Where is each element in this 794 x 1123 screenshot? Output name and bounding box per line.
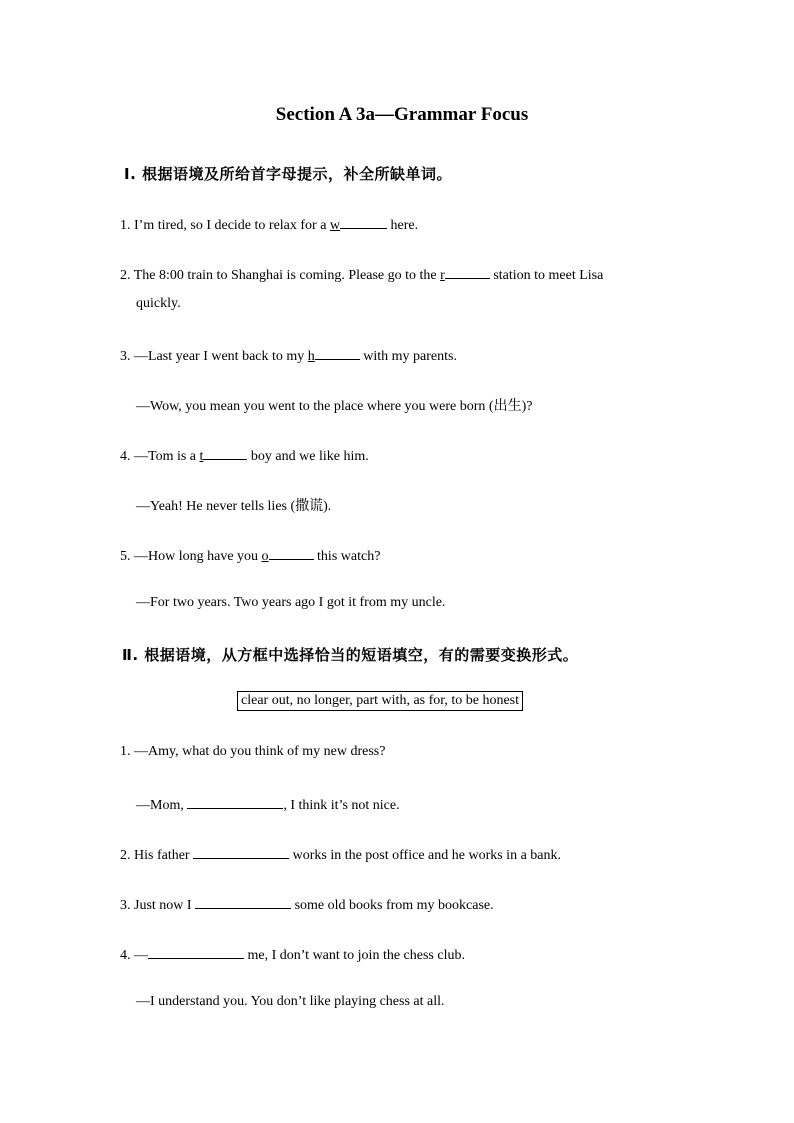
question-1-2 bbox=[120, 264, 603, 284]
question-2-2 bbox=[120, 844, 561, 864]
answer-blank[interactable] bbox=[269, 545, 314, 560]
question-1-5-reply: —For two years. Two years ago I got it from my uncle. bbox=[136, 595, 446, 610]
hint-letter: r bbox=[440, 268, 445, 283]
question-2-1-reply bbox=[136, 794, 400, 814]
question-text: 5. —How long have you bbox=[120, 549, 262, 564]
question-text: works in the post office and he works in a bank. bbox=[289, 848, 561, 863]
answer-blank[interactable] bbox=[187, 794, 283, 809]
answer-blank[interactable] bbox=[148, 944, 244, 959]
question-text: 4. — bbox=[120, 948, 148, 963]
answer-blank[interactable] bbox=[203, 445, 247, 460]
question-text: 1. I’m tired, so I decide to relax for a bbox=[120, 218, 330, 233]
question-2-4-reply bbox=[136, 994, 445, 1010]
question-1-5 bbox=[120, 545, 380, 565]
question-text: with my parents. bbox=[359, 349, 457, 364]
question-1-1 bbox=[120, 214, 418, 234]
answer-blank[interactable] bbox=[340, 214, 387, 229]
section-1-heading: Ⅰ. 根据语境及所给首字母提示，补全所缺单词。 bbox=[124, 165, 453, 183]
answer-blank[interactable] bbox=[193, 844, 289, 859]
hint-letter: w bbox=[329, 218, 341, 233]
question-text: 1. —Amy, what do you think of my new dress? bbox=[120, 744, 386, 759]
question-text: here. bbox=[387, 218, 419, 233]
question-1-2-cont: quickly. bbox=[136, 296, 181, 311]
question-text: —Mom, bbox=[136, 798, 188, 813]
question-text: me, I don’t want to join the chess club. bbox=[244, 948, 465, 963]
question-text: boy and we like him. bbox=[247, 449, 369, 464]
question-2-3 bbox=[120, 894, 494, 914]
question-2-1 bbox=[120, 744, 385, 760]
question-1-4 bbox=[120, 445, 369, 465]
question-text: 2. The 8:00 train to Shanghai is coming. Please go to the bbox=[120, 268, 441, 283]
question-text: this watch? bbox=[313, 549, 381, 564]
question-2-4 bbox=[120, 944, 465, 964]
answer-blank[interactable] bbox=[445, 264, 490, 279]
question-1-3 bbox=[120, 345, 457, 365]
phrase-box: clear out, no longer, part with, as for, to be honest bbox=[237, 691, 523, 711]
question-text: 3. —Last year I went back to my bbox=[120, 349, 308, 364]
question-text: , I think it’s not nice. bbox=[283, 798, 400, 813]
answer-blank[interactable] bbox=[315, 345, 360, 360]
question-1-4-reply: —Yeah! He never tells lies (撒谎). bbox=[136, 499, 332, 514]
answer-blank[interactable] bbox=[195, 894, 291, 909]
page-title: Section A 3a—Grammar Focus bbox=[275, 104, 529, 125]
question-text: 3. Just now I bbox=[120, 898, 196, 913]
question-text: —I understand you. You don’t like playing chess at all. bbox=[136, 994, 445, 1009]
hint-letter: t bbox=[199, 449, 204, 464]
question-text: 2. His father bbox=[120, 848, 194, 863]
question-1-3-reply: —Wow, you mean you went to the place where you were born (出生)? bbox=[136, 399, 533, 414]
question-text: station to meet Lisa bbox=[489, 268, 604, 283]
question-text: 4. —Tom is a bbox=[120, 449, 200, 464]
section-2-heading: Ⅱ. 根据语境，从方框中选择恰当的短语填空，有的需要变换形式。 bbox=[122, 646, 579, 664]
hint-letter: o bbox=[261, 549, 269, 564]
question-text: some old books from my bookcase. bbox=[291, 898, 494, 913]
hint-letter: h bbox=[307, 349, 315, 364]
